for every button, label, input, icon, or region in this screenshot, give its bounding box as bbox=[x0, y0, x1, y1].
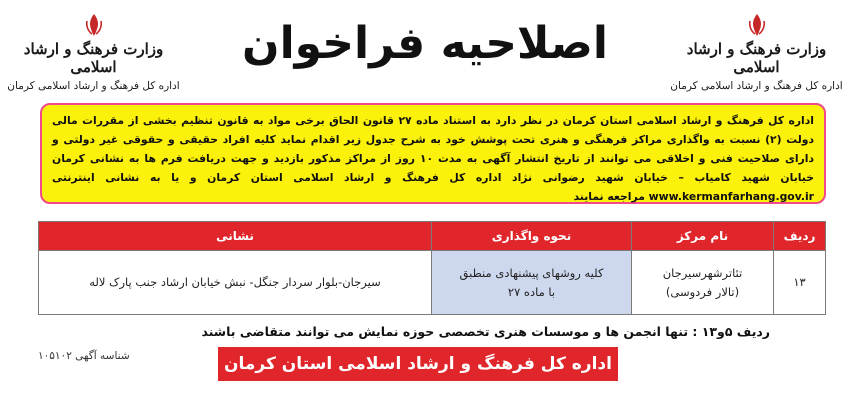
footer-banner: اداره کل فرهنگ و ارشاد اسلامی استان کرمان bbox=[218, 347, 618, 381]
table-header-row bbox=[39, 222, 826, 251]
website-link[interactable]: www.kermanfarhang.gov.ir bbox=[648, 190, 814, 203]
center-name: تئاترشهرسیرجان bbox=[662, 265, 743, 280]
ministry-logo-left bbox=[6, 12, 181, 92]
cell-transfer-mode bbox=[432, 251, 632, 315]
page-title: اصلاحیه فراخوان bbox=[242, 18, 608, 69]
cell-address: سیرجان-بلوار سردار جنگل- نبش خیابان ارشاد جنب پارک لاله bbox=[39, 251, 432, 315]
notice-text: اداره کل فرهنگ و ارشاد اسلامی استان کرمان در نظر دارد به استناد ماده ۲۷ قانون الحاق برخی مواد به قانون تنظیم بخشی از مقررات مالی دولت (۲) نسبت به واگذاری مراکز فرهنگی و هنری تحت پوشش خود به شرح جدول زیر اقدام نماید کلیه افراد حقیقی و حقوقی غیر دولتی و دارای صلاحیت فنی و اخلاقی می توانند از تاریخ انتشار آگهی به مدت ۱۰ روز از مراکز مذکور بازدید و جهت دریافت فرم ها به نشانی کرمان خیابان شهید کامیاب – خیابان شهید رضوانی نژاد اداره کل فرهنگ و ارشاد اسلامی استان کرمان و یا به نشانی اینترنتی bbox=[52, 114, 815, 184]
cell-row-number: ۱۳ bbox=[774, 251, 826, 315]
iran-emblem-icon bbox=[744, 12, 770, 38]
header-row-number: ردیف bbox=[774, 222, 826, 251]
mode-article: با ماده ۲۷ bbox=[507, 284, 556, 299]
center-hall: (تالار فردوسی) bbox=[665, 284, 740, 299]
centers-table bbox=[38, 221, 826, 315]
header-transfer-mode: نحوه واگذاری bbox=[432, 222, 632, 251]
notice-text-end: مراجعه نمایند bbox=[573, 190, 645, 203]
table-row bbox=[39, 251, 826, 315]
notice-box bbox=[40, 103, 826, 204]
ministry-name: وزارت فرهنگ و ارشاد اسلامی bbox=[23, 40, 164, 76]
mode-text: کلیه روشهای پیشنهادی منطبق bbox=[459, 265, 604, 280]
eligibility-note: ردیف ۵و۱۳ : تنها انجمن ها و موسسات هنری تخصصی حوزه نمایش می توانند متقاضی باشند bbox=[201, 324, 770, 339]
header-center-name: نام مرکز bbox=[632, 222, 774, 251]
cell-center-name bbox=[632, 251, 774, 315]
dept-name: اداره کل فرهنگ و ارشاد اسلامی کرمان bbox=[7, 80, 180, 92]
ministry-logo-right bbox=[669, 12, 844, 92]
header-address: نشانی bbox=[39, 222, 432, 251]
ad-identifier: شناسه آگهی ۱۰۵۱۰۲ bbox=[38, 350, 130, 362]
ministry-name: وزارت فرهنگ و ارشاد اسلامی bbox=[686, 40, 827, 76]
dept-name: اداره کل فرهنگ و ارشاد اسلامی کرمان bbox=[670, 80, 843, 92]
iran-emblem-icon bbox=[81, 12, 107, 38]
